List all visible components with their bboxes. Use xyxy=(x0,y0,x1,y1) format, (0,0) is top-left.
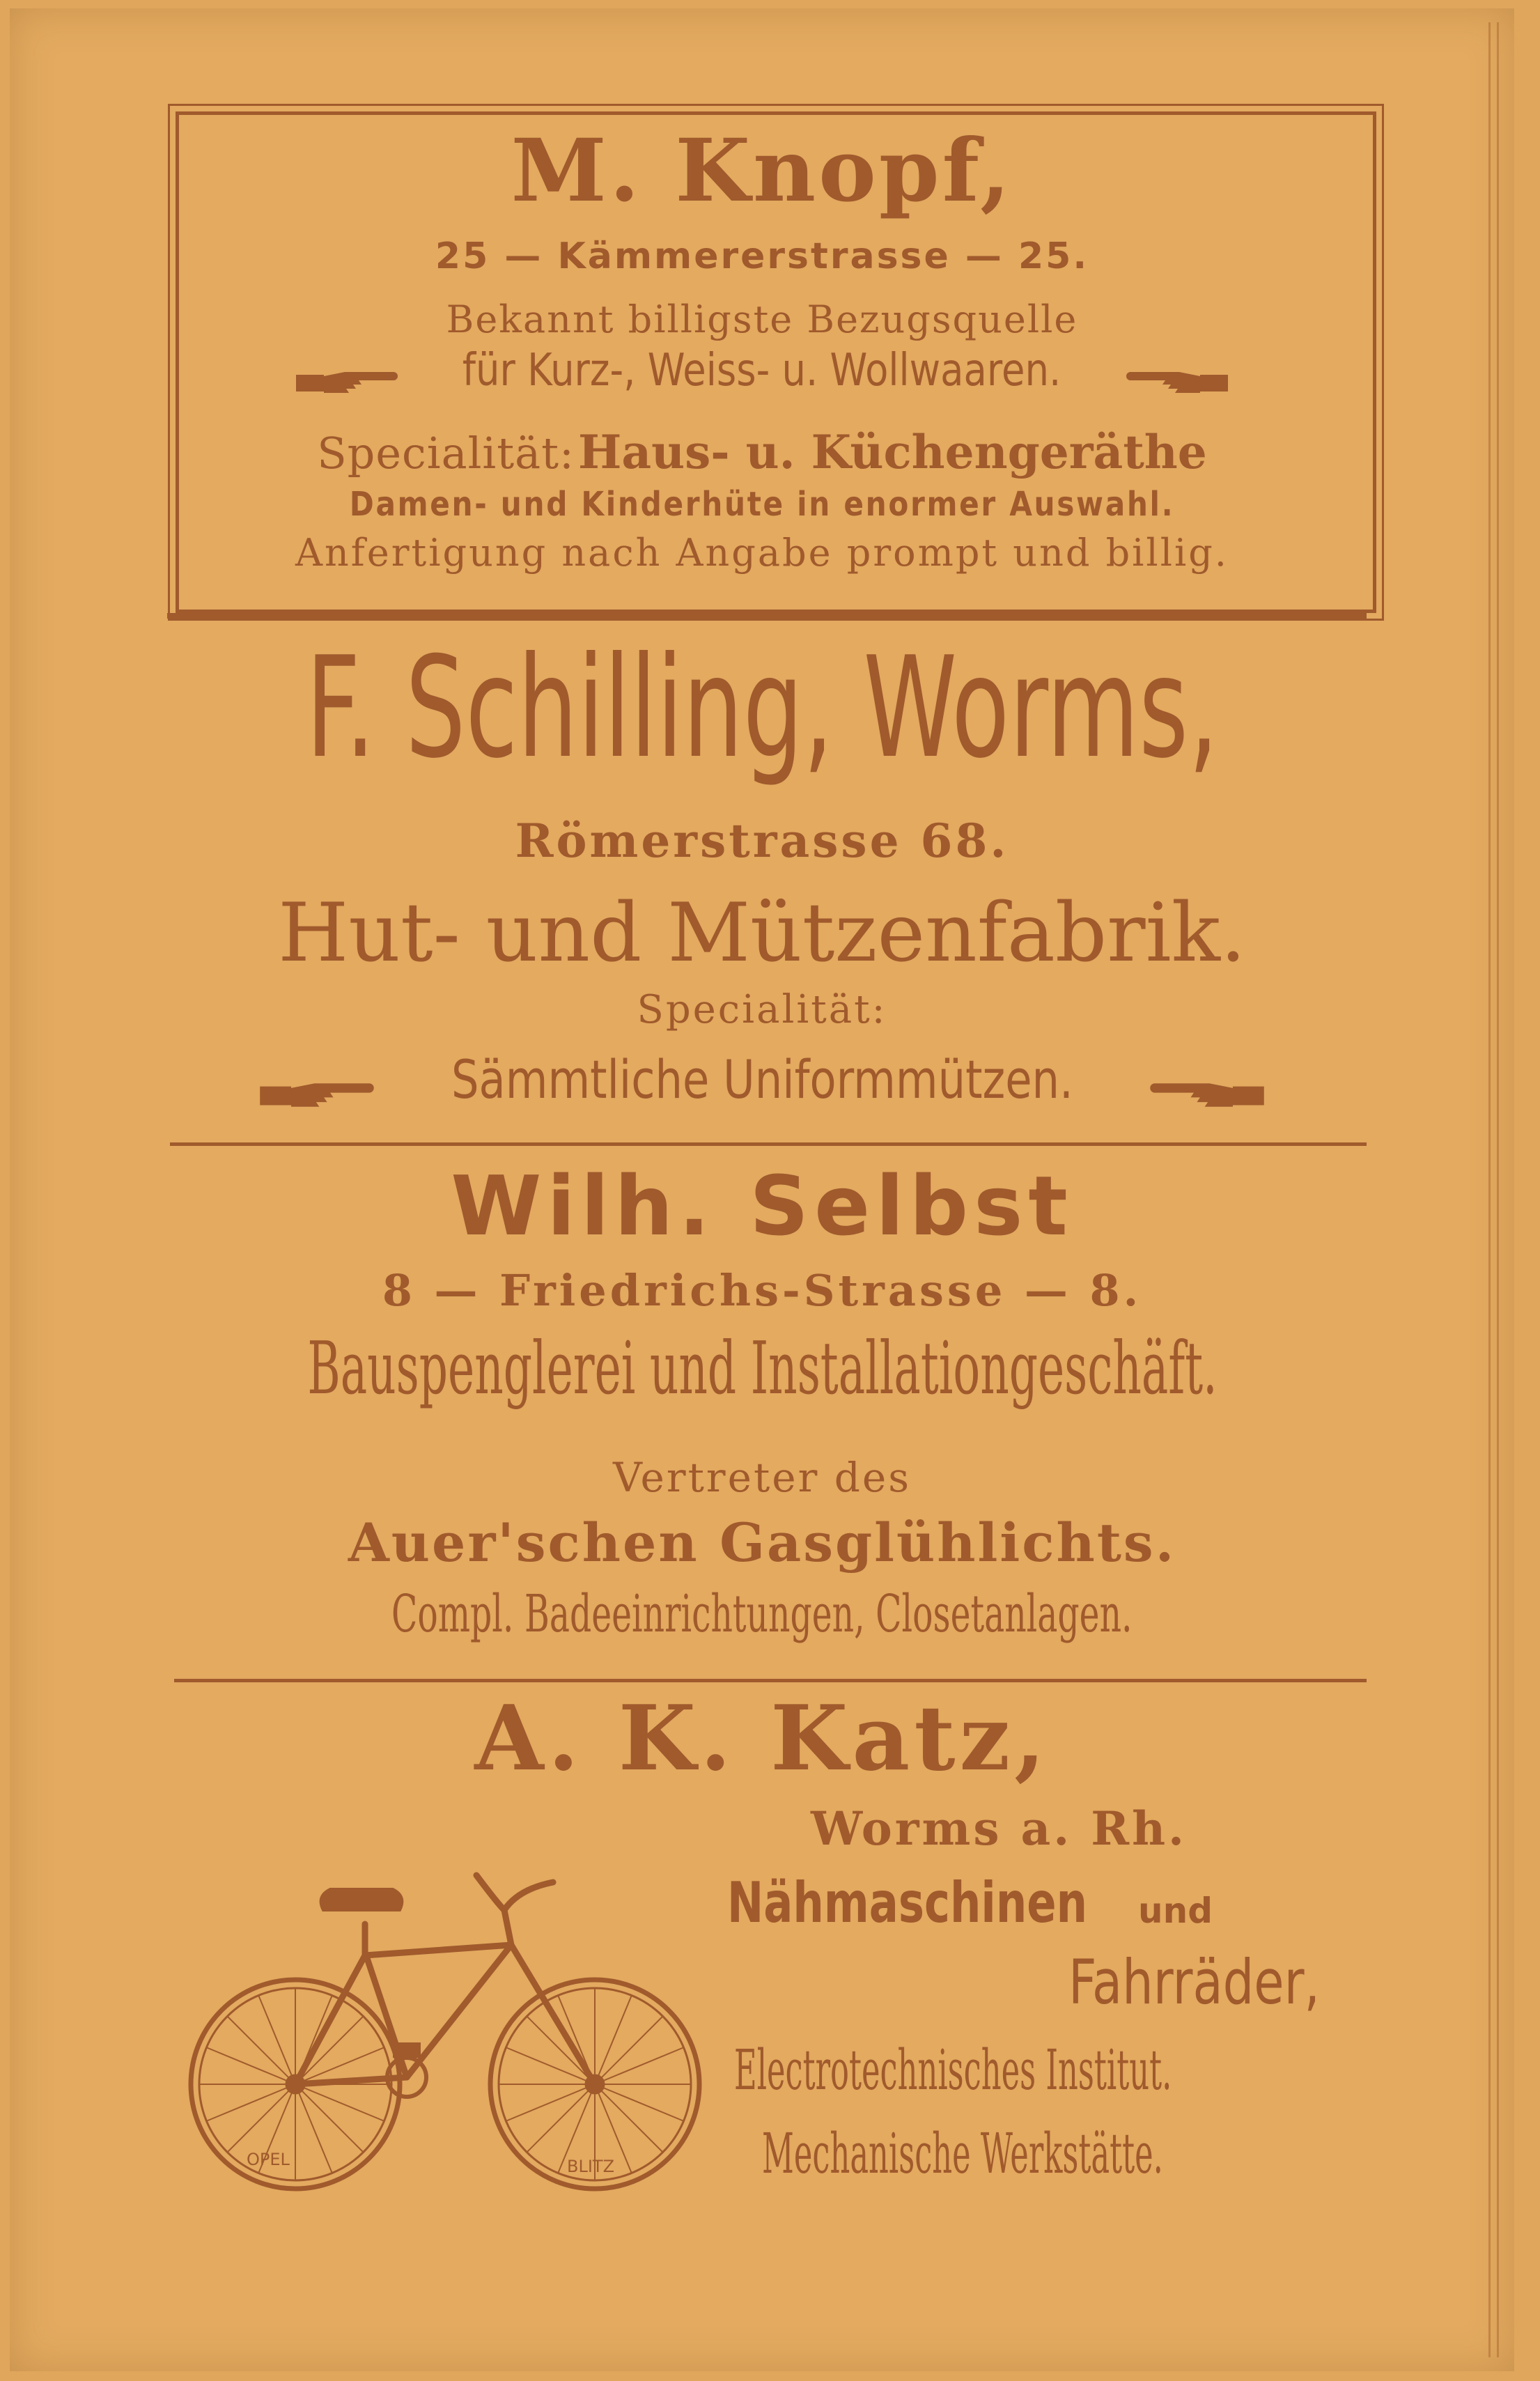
selbst-line-1: Vertreter des xyxy=(613,1454,911,1501)
katz-line-4: Mechanische Werkstätte. xyxy=(762,2121,1163,2186)
selbst-line-2: Auer'schen Gasglühlichts. xyxy=(348,1512,1176,1574)
schilling-name-row xyxy=(10,627,1514,789)
katz-line-1-row xyxy=(727,1870,1189,1935)
knopf-address: 25 — Kämmererstrasse — 25. xyxy=(435,235,1089,277)
divider xyxy=(167,613,1367,619)
knopf-name: M. Knopf, xyxy=(511,121,1013,222)
divider xyxy=(174,1679,1367,1682)
knopf-specialty-row xyxy=(10,425,1514,479)
advertisement-sheet xyxy=(10,8,1514,2371)
selbst-line-3: Compl. Badeeinrichtungen, Closetanlagen. xyxy=(391,1584,1133,1644)
knopf-specialty-value: Haus- u. Küchengeräthe xyxy=(578,425,1207,479)
schilling-name: F. Schilling, Worms, xyxy=(305,627,1219,789)
selbst-business-row xyxy=(10,1326,1514,1411)
knopf-line-3: Damen- und Kinderhüte in enormer Auswahl. xyxy=(349,485,1175,524)
katz-line-3: Electrotechnisches Institut. xyxy=(734,2038,1172,2102)
knopf-specialty-label: Specialität: xyxy=(317,428,575,479)
schilling-address: Römerstrasse 68. xyxy=(515,814,1009,868)
schilling-specialty-label: Specialität: xyxy=(637,987,887,1032)
knopf-line-2-row xyxy=(10,345,1514,400)
schilling-specialty-value: Sämmtliche Uniformmützen. xyxy=(451,1048,1073,1110)
knopf-line-1: Bekannt billigste Bezugsquelle xyxy=(446,297,1078,341)
katz-location: Worms a. Rh. xyxy=(811,1801,1188,1856)
pointing-hand-icon xyxy=(295,365,399,400)
selbst-business: Bauspenglerei und Installationgeschäft. xyxy=(306,1326,1218,1411)
bicycle-front-wheel-label: BLITZ xyxy=(567,2157,615,2176)
bicycle-illustration xyxy=(177,1833,727,2196)
knopf-line-4: Anfertigung nach Angabe prompt und billig. xyxy=(295,531,1229,575)
katz-line-1a: Nähmaschinen xyxy=(727,1870,1087,1935)
selbst-name: Wilh. Selbst xyxy=(451,1158,1073,1254)
schilling-specialty-row xyxy=(10,1048,1514,1115)
katz-line-2: Fahrräder, xyxy=(1068,1946,1320,2018)
pointing-hand-icon xyxy=(1125,365,1229,400)
katz-line-3-row xyxy=(734,2038,1516,2102)
divider xyxy=(170,1142,1367,1146)
bicycle-rear-wheel-label: OPEL xyxy=(247,2150,290,2169)
knopf-line-2: für Kurz-, Weiss- u. Wollwaaren. xyxy=(462,345,1061,396)
katz-line-1b: und xyxy=(1138,1891,1213,1931)
schilling-business: Hut- und Mützenfabrik. xyxy=(278,886,1246,980)
katz-line-4-row xyxy=(762,2121,1478,2186)
katz-line-2-row xyxy=(1068,1946,1383,2018)
katz-name: A. K. Katz, xyxy=(474,1686,1050,1791)
pointing-hand-icon xyxy=(1148,1076,1266,1115)
selbst-address: 8 — Friedrichs-Strasse — 8. xyxy=(382,1265,1142,1316)
pointing-hand-icon xyxy=(258,1076,376,1115)
selbst-line-3-row xyxy=(10,1584,1514,1644)
knopf-line-3-row xyxy=(10,485,1514,524)
